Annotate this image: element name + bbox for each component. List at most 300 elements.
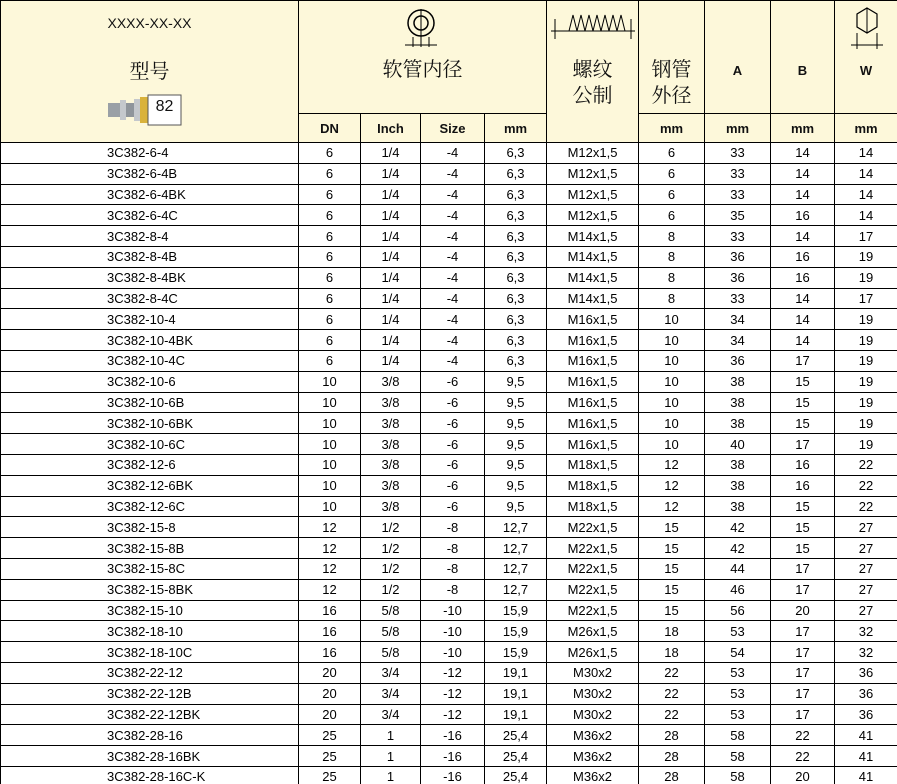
mm-cell: 19,1 (485, 662, 547, 683)
thread-cell: M12x1,5 (547, 163, 639, 184)
dn-cell: 10 (299, 413, 361, 434)
dn-cell: 12 (299, 558, 361, 579)
thread-cell: M22x1,5 (547, 600, 639, 621)
table-row (1, 538, 897, 559)
mm-cell: 12,7 (485, 558, 547, 579)
a-cell: 53 (705, 683, 771, 704)
size-cell: -16 (421, 746, 485, 767)
mm-cell: 19,1 (485, 683, 547, 704)
model-cell: 3C382-22-12B (1, 683, 299, 704)
w-cell: 32 (835, 642, 897, 663)
b-cell: 16 (771, 454, 835, 475)
tube-od-cell: 6 (639, 184, 705, 205)
size-cell: -6 (421, 496, 485, 517)
inch-cell: 3/8 (361, 413, 421, 434)
dn-cell: 16 (299, 642, 361, 663)
b-cell: 17 (771, 434, 835, 455)
w-cell: 36 (835, 704, 897, 725)
model-cell: 3C382-28-16 (1, 725, 299, 746)
b-cell: 16 (771, 475, 835, 496)
inch-cell: 5/8 (361, 600, 421, 621)
model-cell: 3C382-18-10 (1, 621, 299, 642)
inch-cell: 1/4 (361, 205, 421, 226)
mm-cell: 15,9 (485, 642, 547, 663)
inch-cell: 3/8 (361, 454, 421, 475)
table-row (1, 454, 897, 475)
a-cell: 35 (705, 205, 771, 226)
b-mm-subheader: mm (771, 114, 835, 143)
b-cell: 17 (771, 704, 835, 725)
w-cell: 14 (835, 184, 897, 205)
mm-cell: 6,3 (485, 226, 547, 247)
model-cell: 3C382-28-16C-K (1, 766, 299, 784)
tube-od-cell: 10 (639, 371, 705, 392)
w-cell: 17 (835, 288, 897, 309)
mm-cell: 12,7 (485, 517, 547, 538)
model-cell: 3C382-6-4 (1, 143, 299, 164)
a-mm-subheader: mm (705, 114, 771, 143)
model-cell: 3C382-18-10C (1, 642, 299, 663)
b-cell: 14 (771, 143, 835, 164)
dn-cell: 6 (299, 163, 361, 184)
w-cell: 27 (835, 579, 897, 600)
mm-cell: 6,3 (485, 350, 547, 371)
thread-cell: M12x1,5 (547, 184, 639, 205)
a-cell: 33 (705, 184, 771, 205)
b-cell: 14 (771, 226, 835, 247)
b-cell: 17 (771, 642, 835, 663)
w-cell: 14 (835, 205, 897, 226)
thread-cell: M30x2 (547, 683, 639, 704)
thread-cell: M30x2 (547, 704, 639, 725)
b-cell: 15 (771, 392, 835, 413)
thread-cell: M22x1,5 (547, 538, 639, 559)
thread-cell: M26x1,5 (547, 621, 639, 642)
a-cell: 53 (705, 662, 771, 683)
model-cell: 3C382-22-12 (1, 662, 299, 683)
b-cell: 14 (771, 288, 835, 309)
model-cell: 3C382-10-6 (1, 371, 299, 392)
table-row (1, 163, 897, 184)
b-cell: 15 (771, 413, 835, 434)
a-cell: 53 (705, 621, 771, 642)
model-cell: 3C382-12-6 (1, 454, 299, 475)
table-row (1, 246, 897, 267)
tube-od-cell: 6 (639, 163, 705, 184)
model-cell: 3C382-28-16BK (1, 746, 299, 767)
dn-cell: 20 (299, 683, 361, 704)
tube-od-cell: 8 (639, 267, 705, 288)
tube-od-cell: 10 (639, 392, 705, 413)
size-cell: -4 (421, 330, 485, 351)
dn-cell: 6 (299, 309, 361, 330)
mm-cell: 6,3 (485, 143, 547, 164)
dn-cell: 6 (299, 246, 361, 267)
table-row (1, 496, 897, 517)
w-header (835, 1, 897, 114)
dn-cell: 10 (299, 496, 361, 517)
thread-cell: M16x1,5 (547, 309, 639, 330)
inch-cell: 3/4 (361, 683, 421, 704)
w-cell: 41 (835, 746, 897, 767)
inch-cell: 3/8 (361, 392, 421, 413)
table-row (1, 330, 897, 351)
w-cell: 19 (835, 434, 897, 455)
b-label: B (797, 63, 808, 78)
w-cell: 19 (835, 330, 897, 351)
dn-cell: 16 (299, 621, 361, 642)
dn-cell: 6 (299, 288, 361, 309)
table-row (1, 558, 897, 579)
thread-cell: M14x1,5 (547, 288, 639, 309)
w-cell: 22 (835, 454, 897, 475)
inch-cell: 1/2 (361, 538, 421, 559)
mm-cell: 6,3 (485, 309, 547, 330)
model-cell: 3C382-12-6C (1, 496, 299, 517)
size-cell: -12 (421, 662, 485, 683)
model-badge: 82 (155, 98, 174, 115)
model-cell: 3C382-6-4BK (1, 184, 299, 205)
a-cell: 33 (705, 226, 771, 247)
size-cell: -4 (421, 246, 485, 267)
w-label: W (859, 63, 873, 78)
table-row (1, 226, 897, 247)
thread-cell: M22x1,5 (547, 517, 639, 538)
tube-od-cell: 28 (639, 746, 705, 767)
inch-cell: 3/8 (361, 434, 421, 455)
size-cell: -8 (421, 538, 485, 559)
thread-cell: M16x1,5 (547, 413, 639, 434)
mm-cell: 9,5 (485, 454, 547, 475)
inch-cell: 1/4 (361, 288, 421, 309)
a-cell: 58 (705, 766, 771, 784)
inch-cell: 1/4 (361, 226, 421, 247)
model-cell: 3C382-10-4 (1, 309, 299, 330)
a-cell: 38 (705, 496, 771, 517)
model-cell: 3C382-6-4C (1, 205, 299, 226)
table-row (1, 766, 897, 784)
inch-cell: 3/8 (361, 371, 421, 392)
table-row (1, 621, 897, 642)
size-cell: -4 (421, 184, 485, 205)
a-cell: 34 (705, 309, 771, 330)
hose-id-label: 软管内径 (382, 59, 463, 81)
dn-cell: 6 (299, 330, 361, 351)
dn-cell: 6 (299, 226, 361, 247)
table-row (1, 642, 897, 663)
b-cell: 15 (771, 496, 835, 517)
w-cell: 19 (835, 392, 897, 413)
mm-cell: 6,3 (485, 330, 547, 351)
table-row (1, 413, 897, 434)
size-cell: -4 (421, 163, 485, 184)
size-cell: -6 (421, 454, 485, 475)
w-mm-subheader: mm (835, 114, 897, 143)
inch-subheader: Inch (361, 114, 421, 143)
table-row (1, 517, 897, 538)
inch-cell: 1/4 (361, 267, 421, 288)
thread-cell: M12x1,5 (547, 143, 639, 164)
b-cell: 16 (771, 267, 835, 288)
table-row (1, 746, 897, 767)
inch-cell: 3/8 (361, 496, 421, 517)
a-cell: 44 (705, 558, 771, 579)
w-cell: 41 (835, 766, 897, 784)
size-cell: -4 (421, 143, 485, 164)
model-label: 型号 (129, 61, 170, 83)
inch-cell: 1/4 (361, 184, 421, 205)
w-cell: 27 (835, 538, 897, 559)
tube-od-cell: 6 (639, 205, 705, 226)
dn-cell: 12 (299, 517, 361, 538)
thread-cell: M14x1,5 (547, 267, 639, 288)
table-row (1, 288, 897, 309)
tube-od-cell: 28 (639, 766, 705, 784)
a-cell: 38 (705, 475, 771, 496)
a-cell: 38 (705, 454, 771, 475)
tube-mm-subheader: mm (639, 114, 705, 143)
table-row (1, 392, 897, 413)
b-cell: 17 (771, 662, 835, 683)
dn-cell: 20 (299, 704, 361, 725)
model-cell: 3C382-8-4B (1, 246, 299, 267)
tube-od-cell: 10 (639, 330, 705, 351)
inch-cell: 3/8 (361, 475, 421, 496)
a-cell: 42 (705, 517, 771, 538)
w-cell: 41 (835, 725, 897, 746)
b-cell: 17 (771, 558, 835, 579)
inch-cell: 3/4 (361, 704, 421, 725)
model-cell: 3C382-22-12BK (1, 704, 299, 725)
model-header-cell (1, 1, 299, 143)
b-cell: 14 (771, 330, 835, 351)
a-cell: 40 (705, 434, 771, 455)
a-cell: 38 (705, 371, 771, 392)
w-cell: 19 (835, 246, 897, 267)
model-cell: 3C382-6-4B (1, 163, 299, 184)
table-row (1, 371, 897, 392)
mm-cell: 9,5 (485, 413, 547, 434)
mm-cell: 9,5 (485, 392, 547, 413)
a-cell: 46 (705, 579, 771, 600)
thread-cell: M12x1,5 (547, 205, 639, 226)
tube-od-cell: 15 (639, 579, 705, 600)
size-cell: -4 (421, 205, 485, 226)
mm-cell: 6,3 (485, 163, 547, 184)
b-cell: 20 (771, 600, 835, 621)
tube-od-cell: 15 (639, 517, 705, 538)
a-label: A (732, 63, 743, 78)
a-cell: 58 (705, 725, 771, 746)
thread-cell: M18x1,5 (547, 496, 639, 517)
mm-cell: 6,3 (485, 184, 547, 205)
a-cell: 58 (705, 746, 771, 767)
size-cell: -4 (421, 267, 485, 288)
thread-cell: M18x1,5 (547, 475, 639, 496)
thread-cell: M22x1,5 (547, 579, 639, 600)
inch-cell: 1/2 (361, 579, 421, 600)
thread-header-cell (547, 1, 639, 143)
w-cell: 14 (835, 143, 897, 164)
size-cell: -4 (421, 309, 485, 330)
thread-cell: M16x1,5 (547, 371, 639, 392)
table-row (1, 350, 897, 371)
mm-cell: 6,3 (485, 246, 547, 267)
thread-cell: M36x2 (547, 746, 639, 767)
a-cell: 36 (705, 246, 771, 267)
dn-cell: 10 (299, 475, 361, 496)
hose-id-icon (401, 7, 441, 49)
dn-cell: 25 (299, 766, 361, 784)
tube-od-cell: 22 (639, 662, 705, 683)
model-cell: 3C382-15-8B (1, 538, 299, 559)
b-cell: 22 (771, 746, 835, 767)
model-cell: 3C382-8-4C (1, 288, 299, 309)
w-cell: 22 (835, 475, 897, 496)
tube-od-cell: 8 (639, 246, 705, 267)
dn-cell: 25 (299, 746, 361, 767)
tube-od-cell: 10 (639, 350, 705, 371)
table-row (1, 579, 897, 600)
tube-od-cell: 18 (639, 642, 705, 663)
thread-cell: M16x1,5 (547, 392, 639, 413)
inch-cell: 3/4 (361, 662, 421, 683)
thread-cell: M16x1,5 (547, 350, 639, 371)
a-cell: 38 (705, 392, 771, 413)
w-cell: 27 (835, 517, 897, 538)
tube-od-cell: 22 (639, 704, 705, 725)
table-row (1, 475, 897, 496)
b-cell: 14 (771, 184, 835, 205)
thread-icon (551, 11, 635, 41)
size-cell: -4 (421, 350, 485, 371)
thread-cell: M22x1,5 (547, 558, 639, 579)
thread-label-1: 螺纹 (572, 59, 613, 81)
table-row (1, 205, 897, 226)
inch-cell: 1/4 (361, 163, 421, 184)
inch-cell: 5/8 (361, 642, 421, 663)
mm-cell: 25,4 (485, 766, 547, 784)
mm-cell: 19,1 (485, 704, 547, 725)
a-cell: 33 (705, 288, 771, 309)
thread-cell: M18x1,5 (547, 454, 639, 475)
tube-od-cell: 22 (639, 683, 705, 704)
w-cell: 36 (835, 683, 897, 704)
dn-cell: 6 (299, 350, 361, 371)
b-header (771, 1, 835, 114)
mm-cell: 15,9 (485, 621, 547, 642)
dn-cell: 6 (299, 184, 361, 205)
a-cell: 33 (705, 163, 771, 184)
dn-cell: 25 (299, 725, 361, 746)
table-row (1, 184, 897, 205)
table-row (1, 683, 897, 704)
a-cell: 33 (705, 143, 771, 164)
table-body (1, 143, 897, 784)
model-cell: 3C382-10-6BK (1, 413, 299, 434)
dn-cell: 20 (299, 662, 361, 683)
mm-cell: 9,5 (485, 475, 547, 496)
a-cell: 36 (705, 267, 771, 288)
w-cell: 19 (835, 309, 897, 330)
dn-cell: 6 (299, 205, 361, 226)
a-cell: 53 (705, 704, 771, 725)
thread-cell: M30x2 (547, 662, 639, 683)
tube-od-label-1: 钢管 (651, 59, 692, 81)
thread-cell: M36x2 (547, 766, 639, 784)
table-row (1, 434, 897, 455)
b-cell: 15 (771, 517, 835, 538)
table-row (1, 309, 897, 330)
b-cell: 17 (771, 621, 835, 642)
a-cell: 42 (705, 538, 771, 559)
thread-cell: M14x1,5 (547, 226, 639, 247)
size-cell: -10 (421, 642, 485, 663)
model-cell: 3C382-12-6BK (1, 475, 299, 496)
tube-od-cell: 10 (639, 413, 705, 434)
size-cell: -6 (421, 413, 485, 434)
dn-cell: 12 (299, 538, 361, 559)
thread-cell: M14x1,5 (547, 246, 639, 267)
tube-od-cell: 8 (639, 288, 705, 309)
mm-cell: 9,5 (485, 496, 547, 517)
dn-cell: 6 (299, 267, 361, 288)
tube-od-cell: 15 (639, 558, 705, 579)
tube-od-cell: 15 (639, 600, 705, 621)
tube-od-header (639, 1, 705, 114)
model-cell: 3C382-10-6B (1, 392, 299, 413)
b-cell: 14 (771, 163, 835, 184)
b-cell: 17 (771, 350, 835, 371)
size-cell: -10 (421, 621, 485, 642)
thread-cell: M36x2 (547, 725, 639, 746)
dn-cell: 10 (299, 392, 361, 413)
inch-cell: 1/4 (361, 309, 421, 330)
table-row (1, 662, 897, 683)
mm-cell: 9,5 (485, 434, 547, 455)
size-cell: -16 (421, 725, 485, 746)
size-cell: -8 (421, 558, 485, 579)
thread-cell: M16x1,5 (547, 434, 639, 455)
a-cell: 34 (705, 330, 771, 351)
hose-id-header (299, 1, 547, 114)
a-header (705, 1, 771, 114)
tube-od-cell: 10 (639, 434, 705, 455)
w-cell: 27 (835, 600, 897, 621)
b-cell: 16 (771, 246, 835, 267)
b-cell: 22 (771, 725, 835, 746)
inch-cell: 1/4 (361, 350, 421, 371)
a-cell: 38 (705, 413, 771, 434)
w-cell: 19 (835, 350, 897, 371)
inch-cell: 1/2 (361, 558, 421, 579)
dn-subheader: DN (299, 114, 361, 143)
tube-od-cell: 28 (639, 725, 705, 746)
model-cell: 3C382-10-4C (1, 350, 299, 371)
w-cell: 14 (835, 163, 897, 184)
table-row (1, 600, 897, 621)
w-cell: 19 (835, 267, 897, 288)
model-cell: 3C382-10-4BK (1, 330, 299, 351)
model-cell: 3C382-15-8C (1, 558, 299, 579)
w-cell: 22 (835, 496, 897, 517)
dn-cell: 16 (299, 600, 361, 621)
model-cell: 3C382-15-8 (1, 517, 299, 538)
model-cell: 3C382-10-6C (1, 434, 299, 455)
model-cell: 3C382-8-4BK (1, 267, 299, 288)
mm-subheader: mm (485, 114, 547, 143)
table-row (1, 725, 897, 746)
